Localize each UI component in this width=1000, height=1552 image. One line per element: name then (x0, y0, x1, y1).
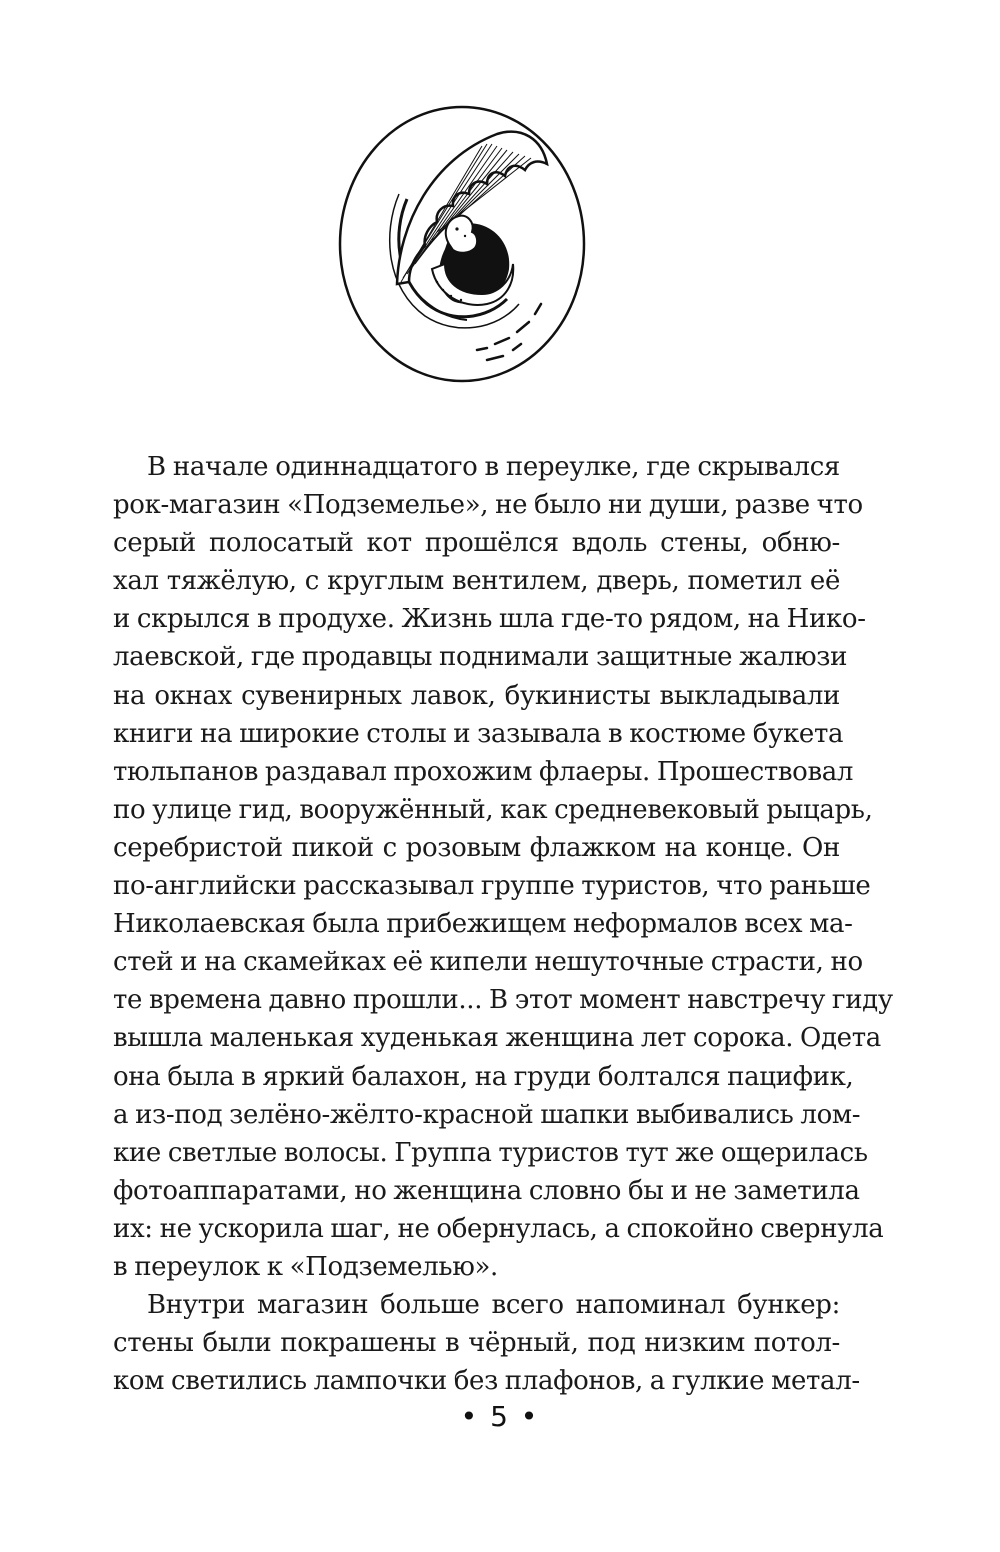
text-line: а из-под зелёно-жёлто-красной шапки выбивались лом- (113, 1099, 861, 1130)
text-line: В начале одиннадцатого в переулке, где скрывался (147, 452, 840, 482)
text-line: в переулок к «Подземелью». (113, 1251, 498, 1282)
dragon-circle-emblem-icon (337, 104, 587, 384)
text-line: вышла маленькая худенькая женщина лет сорока. Одета (113, 1023, 881, 1054)
text-line: Николаевская была прибежищем неформалов всех ма- (113, 909, 853, 940)
main-text (113, 448, 893, 1400)
text-line: их: не ускорила шаг, не обернулась, а спокойно свернула (113, 1213, 884, 1244)
text-line: фотоаппаратами, но женщина словно бы и не заметила (113, 1175, 860, 1206)
text-line: на окнах сувенирных лавок, букинисты выкладывали (113, 680, 840, 711)
text-line: по улице гид, вооружённый, как средневековый рыцарь, (113, 794, 873, 825)
text-line: по-английски рассказывал группе туристов, что раньше (113, 871, 871, 902)
text-line: рок-магазин «Подземелье», не было ни души, разве что (113, 490, 863, 521)
text-line: те времена давно прошли... В этот момент навстречу гиду (113, 985, 893, 1016)
text-line: серебристой пикой с розовым флажком на конце. Он (113, 832, 840, 863)
text-line: и скрылся в продухе. Жизнь шла где-то рядом, на Нико- (113, 604, 866, 635)
text-line: стей и на скамейках её кипели нешуточные страсти, но (113, 947, 863, 978)
paragraph-1 (113, 448, 893, 1286)
text-line: лаевской, где продавцы поднимали защитные жалюзи (113, 642, 848, 673)
text-line: книги на широкие столы и зазывала в костюме букета (113, 718, 844, 749)
page-number: • 5 • (460, 1400, 540, 1433)
text-line: ком светились лампочки без плафонов, а гулкие метал- (113, 1366, 860, 1397)
text-line: тюльпанов раздавал прохожим флаеры. Прошествовал (113, 756, 854, 787)
paragraph-2 (113, 1286, 860, 1400)
text-line: кие светлые волосы. Группа туристов тут же ощерилась (113, 1137, 868, 1168)
text-line: Внутри магазин больше всего напоминал бункер: (147, 1290, 840, 1321)
text-line: стены были покрашены в чёрный, под низким потол- (113, 1328, 840, 1359)
text-line: хал тяжёлую, с круглым вентилем, дверь, пометил её (113, 566, 840, 597)
text-line: она была в яркий балахон, на груди болтался пацифик, (113, 1061, 854, 1092)
text-line: серый полосатый кот прошёлся вдоль стены, обню- (113, 528, 840, 559)
